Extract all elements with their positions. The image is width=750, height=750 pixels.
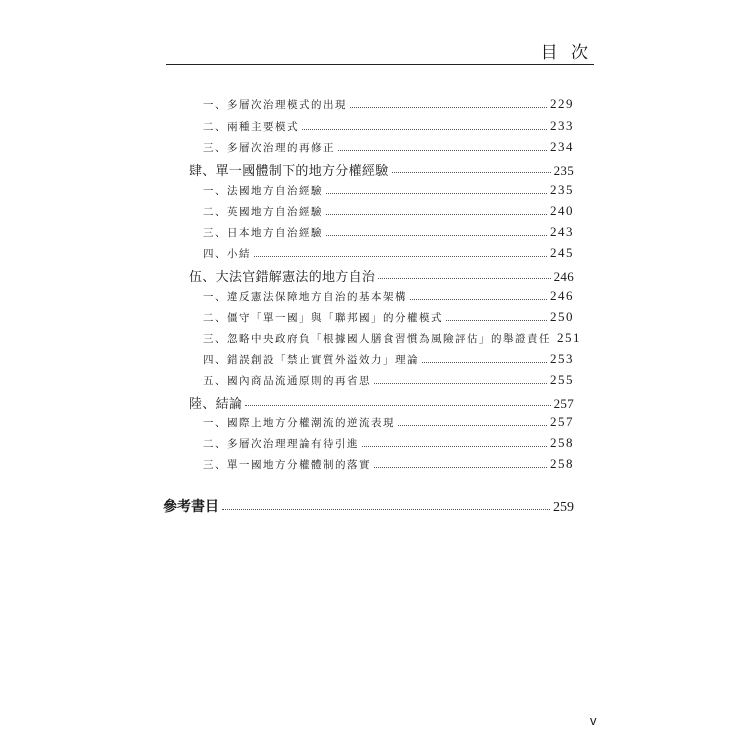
toc-section-entry bbox=[189, 393, 574, 412]
toc-subsection-entry bbox=[203, 330, 581, 346]
toc-entry-page-number: 250 bbox=[550, 309, 574, 324]
toc-entry-label: 一、違反憲法保障地方自治的基本架構 bbox=[203, 291, 407, 303]
toc-subsection-entry bbox=[203, 118, 574, 134]
toc-entry-label: 五、國內商品流通原則的再省思 bbox=[203, 375, 371, 387]
toc-entry-label: 肆、單一國體制下的地方分權經驗 bbox=[189, 164, 389, 179]
toc-entry-page-number: 246 bbox=[553, 269, 574, 284]
toc-entry-page-number: 253 bbox=[550, 351, 574, 366]
toc-entry-label: 三、忽略中央政府負「根據國人膳食習慣為風險評估」的舉證責任 bbox=[203, 333, 551, 345]
toc-entry-label: 三、日本地方自治經驗 bbox=[203, 227, 323, 239]
dot-leader bbox=[338, 150, 547, 151]
toc-entry-label: 參考書目 bbox=[163, 499, 219, 515]
dot-leader bbox=[422, 362, 547, 363]
toc-section-entry bbox=[189, 160, 574, 179]
dot-leader bbox=[222, 509, 550, 510]
toc-subsection-entry bbox=[203, 456, 574, 472]
toc-entry-page-number: 235 bbox=[550, 182, 574, 197]
toc-subsection-entry bbox=[203, 182, 574, 198]
dot-leader bbox=[374, 467, 547, 468]
toc-subsection-entry bbox=[203, 96, 574, 112]
toc-subsection-entry bbox=[203, 414, 574, 430]
toc-entry-label: 二、兩種主要模式 bbox=[203, 121, 299, 133]
toc-entry-page-number: 258 bbox=[550, 456, 574, 471]
toc-entry-label: 四、小結 bbox=[203, 248, 251, 260]
toc-entry-page-number: 255 bbox=[550, 372, 574, 387]
toc-section-entry bbox=[189, 266, 574, 285]
toc-entry-label: 三、單一國地方分權體制的落實 bbox=[203, 459, 371, 471]
toc-entry-page-number: 258 bbox=[550, 435, 574, 450]
dot-leader bbox=[245, 405, 550, 406]
toc-entry-page-number: 245 bbox=[550, 245, 574, 260]
toc-entry-page-number: 257 bbox=[550, 414, 574, 429]
toc-entry-page-number: 235 bbox=[553, 163, 574, 178]
toc-entry-page-number: 234 bbox=[550, 139, 574, 154]
toc-subsection-entry bbox=[203, 351, 574, 367]
toc-subsection-entry bbox=[203, 309, 574, 325]
toc-subsection-entry bbox=[203, 139, 574, 155]
toc-entry-label: 二、僵守「單一國」與「聯邦國」的分權模式 bbox=[203, 312, 443, 324]
toc-entry-label: 二、英國地方自治經驗 bbox=[203, 206, 323, 218]
page-header-title: 目 次 bbox=[540, 43, 592, 63]
toc-subsection-entry bbox=[203, 288, 574, 304]
toc-entry-label: 陸、結論 bbox=[189, 397, 243, 412]
toc-entry-page-number: 259 bbox=[553, 500, 574, 515]
toc-entry-label: 一、國際上地方分權潮流的逆流表現 bbox=[203, 417, 395, 429]
page-number-folio: v bbox=[590, 713, 597, 728]
dot-leader bbox=[378, 278, 550, 279]
dot-leader bbox=[362, 446, 547, 447]
toc-subsection-entry bbox=[203, 245, 574, 261]
toc-subsection-entry bbox=[203, 203, 574, 219]
toc-subsection-entry bbox=[203, 435, 574, 451]
dot-leader bbox=[326, 235, 547, 236]
toc-entry-page-number: 246 bbox=[550, 288, 574, 303]
toc-entry-label: 一、多層次治理模式的出現 bbox=[203, 99, 347, 111]
toc-entry-bibliography bbox=[163, 496, 574, 516]
toc-subsection-entry bbox=[203, 224, 574, 240]
dot-leader bbox=[350, 107, 547, 108]
toc-entry-page-number: 251 bbox=[557, 330, 581, 345]
dot-leader bbox=[446, 320, 547, 321]
dot-leader bbox=[374, 383, 547, 384]
toc-entry-label: 伍、大法官錯解憲法的地方自治 bbox=[189, 270, 376, 285]
toc-entry-label: 三、多層次治理的再修正 bbox=[203, 142, 335, 154]
dot-leader bbox=[398, 425, 547, 426]
dot-leader bbox=[410, 299, 547, 300]
dot-leader bbox=[392, 172, 551, 173]
dot-leader bbox=[326, 193, 547, 194]
toc-entry-page-number: 240 bbox=[550, 203, 574, 218]
toc-entry-label: 四、錯誤創設「禁止實質外溢效力」理論 bbox=[203, 354, 419, 366]
toc-entry-page-number: 229 bbox=[550, 96, 574, 111]
toc-subsection-entry bbox=[203, 372, 574, 388]
dot-leader bbox=[254, 256, 547, 257]
toc-entry-label: 一、法國地方自治經驗 bbox=[203, 185, 323, 197]
toc-entry-page-number: 243 bbox=[550, 224, 574, 239]
dot-leader bbox=[302, 129, 547, 130]
toc-entry-page-number: 257 bbox=[553, 396, 574, 411]
toc-entry-label: 二、多層次治理理論有待引進 bbox=[203, 438, 359, 450]
toc-entry-page-number: 233 bbox=[550, 118, 574, 133]
dot-leader bbox=[326, 214, 547, 215]
